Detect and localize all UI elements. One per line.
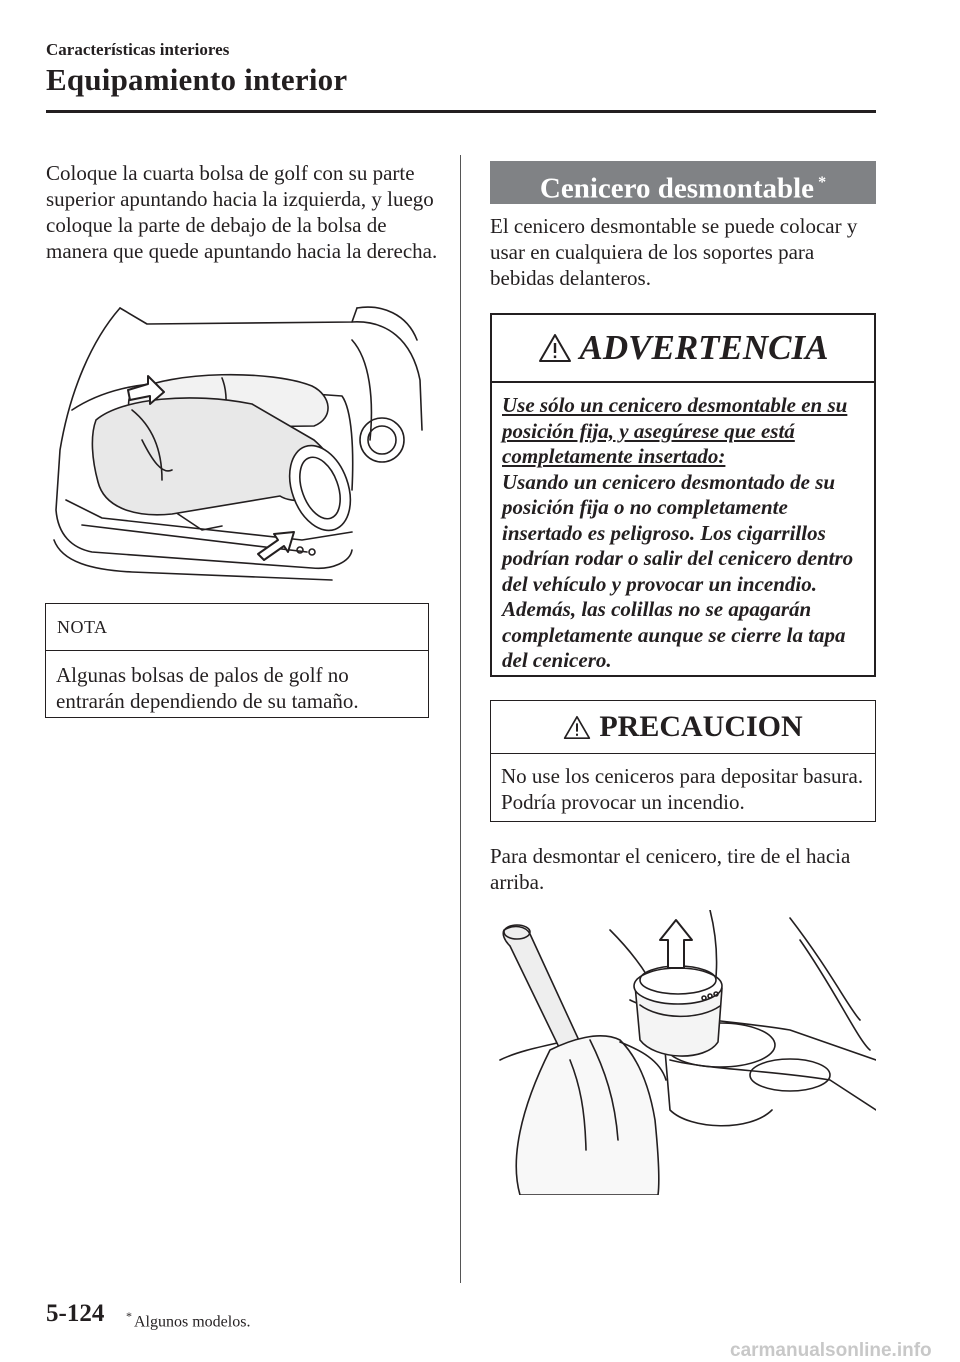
note-text: Algunas bolsas de palos de golf no entrarán dependiendo de su tamaño. — [56, 663, 359, 713]
ashtray-removal-illustration — [490, 910, 876, 1195]
note-title: NOTA — [46, 604, 428, 651]
footnote-text: Algunos modelos. — [134, 1313, 251, 1331]
caution-triangle-icon — [563, 715, 591, 740]
ashtray-intro: El cenicero desmontable se puede colocar y usar en cualquiera de los soportes para bebidas delanteros. — [490, 214, 858, 290]
watermark: carmanualsonline.info — [730, 1340, 932, 1361]
golf-bag-instruction: Coloque la cuarta bolsa de golf con su parte superior apuntando hacia la izquierda, y luego coloque la parte de debajo de la bolsa de manera que quede apuntando hacia la derecha. — [46, 161, 438, 263]
section-title-ashtray — [490, 161, 876, 204]
warning-triangle-icon — [538, 333, 572, 363]
warning-text: Usando un cenicero desmontado de su posición fija o no completamente insertado es peligroso. Los cigarrillos podrían rodar o salir del cenicero dentro del vehículo y provocar un incendio. Además, las colillas no se apagarán completamente aunque se cierre la tapa del cenicero. — [502, 469, 854, 672]
section-title-text: Cenicero desmontable — [539, 172, 815, 205]
page-number: 5-124 — [46, 1300, 105, 1327]
caution-header — [491, 701, 875, 754]
section-label: Características interiores — [46, 40, 230, 59]
heading-rule — [46, 110, 876, 113]
column-divider — [460, 155, 461, 1283]
note-box — [45, 603, 429, 718]
warning-lead: Use sólo un cenicero desmontable en su posición fija, y asegúrese que está completamente insertado: — [502, 393, 848, 468]
warning-header — [492, 315, 874, 383]
warning-body — [492, 383, 874, 674]
caution-title: PRECAUCION — [599, 710, 803, 743]
asterisk-icon: * — [818, 174, 827, 191]
footnote-asterisk-icon: * — [126, 1309, 132, 1323]
footnote — [126, 1309, 250, 1331]
caution-box — [490, 700, 876, 822]
caution-text: No use los ceniceros para depositar basura. Podría provocar un incendio. — [501, 764, 864, 814]
warning-box — [490, 313, 876, 677]
warning-title: ADVERTENCIA — [579, 328, 829, 367]
page-title: Equipamiento interior — [46, 62, 348, 97]
removal-instruction: Para desmontar el cenicero, tire de el hacia arriba. — [490, 844, 851, 894]
trunk-golf-bag-illustration — [52, 300, 424, 582]
